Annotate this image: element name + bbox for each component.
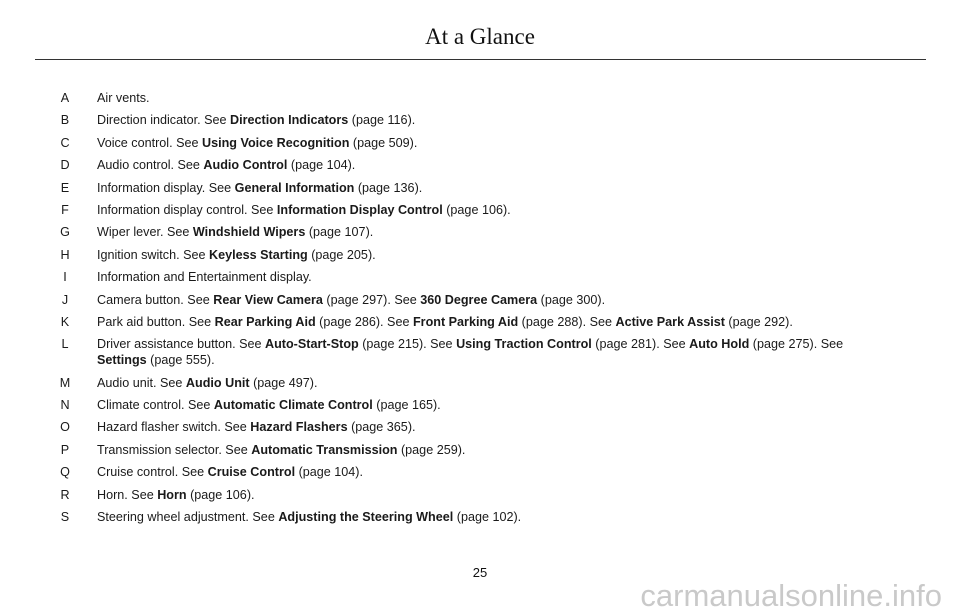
description-text: Direction indicator. See (97, 113, 231, 128)
description-text: Ignition switch. See (97, 247, 210, 262)
legend-item (0, 247, 960, 263)
cross-reference-link[interactable]: Automatic Transmission (251, 442, 398, 457)
description-text: Driver assistance button. See (97, 337, 265, 352)
legend-letter: O (60, 420, 70, 435)
cross-reference-link[interactable]: Information Display Control (276, 202, 443, 217)
description-text: Voice control. See (97, 135, 203, 150)
cross-reference-link[interactable]: Front Parking Aid (412, 314, 519, 329)
description-text: (page 509). (349, 135, 418, 150)
legend-letter: S (60, 510, 70, 525)
description-text: (page 215). See (358, 337, 457, 352)
cross-reference-link[interactable]: Active Park Assist (615, 314, 725, 329)
description-text: (page 275). See (749, 337, 844, 352)
cross-reference-link[interactable]: Direction Indicators (230, 113, 349, 128)
legend-item (0, 464, 960, 480)
description-text: Air vents. (97, 91, 150, 105)
description-text: Park aid button. See (97, 314, 215, 329)
description-text: (page 205). (307, 247, 376, 262)
legend-item (0, 180, 960, 196)
description-text: (page 300). (537, 292, 606, 307)
description-text: Climate control. See (97, 398, 214, 413)
description-text: Audio unit. See (97, 375, 186, 390)
description-text: (page 104). (287, 158, 356, 173)
cross-reference-link[interactable]: Automatic Climate Control (213, 398, 373, 413)
cross-reference-link[interactable]: General Information (234, 180, 355, 195)
title-divider (35, 59, 926, 60)
description-text: (page 259). (397, 442, 466, 457)
description-text: Cruise control. See (97, 465, 208, 480)
legend-description (97, 464, 927, 480)
description-text: (page 365). (347, 420, 416, 435)
legend-letter: N (60, 398, 70, 413)
legend-description (97, 509, 927, 525)
description-text: Wiper lever. See (97, 225, 193, 240)
legend-item (0, 487, 960, 503)
legend-letter: E (60, 180, 70, 195)
description-text: (page 497). (249, 375, 318, 390)
page-number: 25 (472, 565, 488, 580)
cross-reference-link[interactable]: Adjusting the Steering Wheel (278, 510, 454, 525)
description-text: (page 104). (295, 465, 363, 480)
legend-letter: P (60, 442, 70, 457)
description-text: Audio control. See (97, 158, 204, 173)
legend-description (97, 157, 927, 173)
cross-reference-link[interactable]: 360 Degree Camera (420, 292, 538, 307)
description-text: Transmission selector. See (97, 442, 252, 457)
legend-description (97, 224, 927, 240)
description-text: Steering wheel adjustment. See (97, 510, 279, 525)
description-text: Camera button. See (97, 292, 214, 307)
description-text: Horn. See (97, 487, 158, 502)
legend-description (97, 202, 927, 218)
description-text: (page 297). See (322, 292, 421, 307)
legend-letter: D (60, 158, 70, 173)
legend-letter: K (60, 314, 70, 329)
legend-description (97, 112, 927, 128)
description-text: (page 286). See (315, 314, 413, 329)
legend-letter: L (61, 337, 69, 352)
legend-letter: H (60, 247, 70, 262)
description-text: Information display control. See (97, 202, 277, 217)
legend-description (97, 442, 927, 458)
cross-reference-link[interactable]: Auto Hold (689, 337, 750, 352)
legend-item (0, 442, 960, 458)
legend-letter: J (61, 292, 69, 307)
description-text: (page 107). (305, 225, 374, 240)
cross-reference-link[interactable]: Using Voice Recognition (202, 135, 350, 150)
legend-item (0, 336, 960, 368)
description-text: (page 136). (354, 180, 423, 195)
legend-letter: Q (60, 465, 70, 480)
cross-reference-link[interactable]: Audio Unit (185, 375, 250, 390)
cross-reference-link[interactable]: Cruise Control (207, 465, 296, 480)
legend-description (97, 180, 927, 196)
description-text: Information display. See (97, 180, 235, 195)
legend-item (0, 314, 960, 330)
description-text: (page 292). (724, 314, 793, 329)
legend-letter: R (60, 487, 70, 502)
legend-list (0, 90, 960, 531)
legend-item (0, 292, 960, 308)
legend-description (97, 375, 927, 391)
cross-reference-link[interactable]: Settings (97, 353, 147, 368)
cross-reference-link[interactable]: Rear View Camera (213, 292, 323, 307)
legend-description (97, 487, 927, 503)
description-text: (page 165). (372, 398, 441, 413)
cross-reference-link[interactable]: Rear Parking Aid (214, 314, 316, 329)
description-text: (page 281). See (591, 337, 690, 352)
legend-letter: I (63, 270, 67, 285)
legend-item (0, 112, 960, 128)
description-text: (page 555). (146, 353, 215, 368)
legend-item (0, 135, 960, 151)
legend-item (0, 202, 960, 218)
legend-letter: C (60, 135, 70, 150)
legend-item (0, 419, 960, 435)
legend-item (0, 509, 960, 525)
legend-item (0, 157, 960, 173)
cross-reference-link[interactable]: Using Traction Control (456, 337, 592, 352)
cross-reference-link[interactable]: Auto-Start-Stop (265, 337, 359, 352)
description-text: (page 288). See (518, 314, 616, 329)
description-text: (page 106). (442, 202, 511, 217)
cross-reference-link[interactable]: Windshield Wipers (192, 225, 306, 240)
legend-item (0, 90, 960, 106)
legend-description (97, 397, 927, 413)
legend-description (97, 90, 927, 106)
cross-reference-link[interactable]: Audio Control (203, 158, 288, 173)
legend-item (0, 375, 960, 391)
description-text: (page 102). (453, 510, 522, 525)
legend-item (0, 224, 960, 240)
description-text: (page 106). (186, 487, 255, 502)
description-text: Hazard flasher switch. See (97, 420, 251, 435)
cross-reference-link[interactable]: Hazard Flashers (250, 420, 348, 435)
legend-item (0, 269, 960, 285)
legend-description (97, 336, 927, 368)
cross-reference-link[interactable]: Keyless Starting (209, 247, 308, 262)
legend-description (97, 314, 927, 330)
legend-description (97, 419, 927, 435)
legend-letter: A (60, 91, 70, 105)
legend-letter: G (60, 225, 70, 240)
legend-description (97, 269, 927, 285)
watermark: carmanualsonline.info (640, 578, 942, 613)
legend-item (0, 397, 960, 413)
legend-letter: M (59, 375, 71, 390)
description-text: Information and Entertainment display. (97, 270, 312, 285)
legend-letter: F (61, 202, 69, 217)
cross-reference-link[interactable]: Horn (157, 487, 187, 502)
description-text: (page 116). (348, 113, 416, 128)
legend-description (97, 247, 927, 263)
legend-description (97, 292, 927, 308)
legend-letter: B (60, 113, 70, 128)
page-title: At a Glance (425, 24, 535, 49)
legend-description (97, 135, 927, 151)
